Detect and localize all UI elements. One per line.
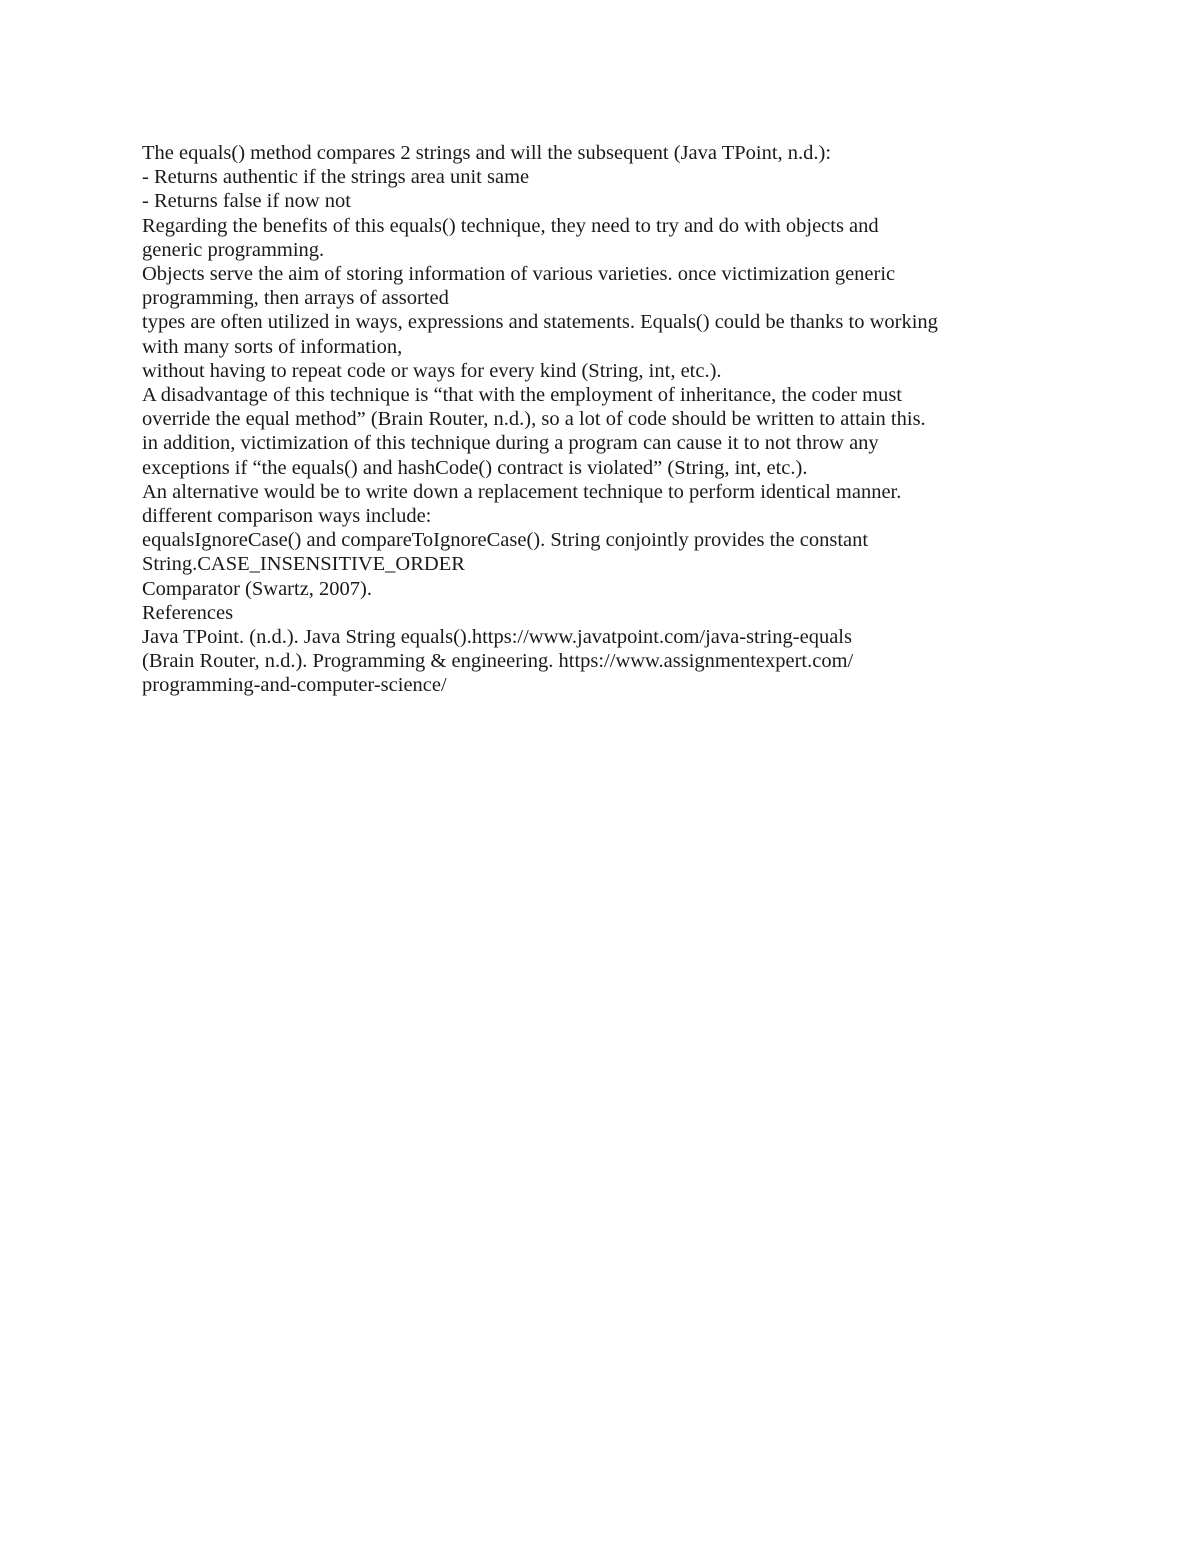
text-line: Comparator (Swartz, 2007). — [142, 577, 372, 600]
text-line: Objects serve the aim of storing information of various varieties. once victimization generic — [142, 263, 896, 286]
text-line: A disadvantage of this technique is “that with the employment of inheritance, the coder must — [142, 384, 903, 407]
text-line: Regarding the benefits of this equals() technique, they need to try and do with objects and — [142, 214, 879, 237]
references-heading: References — [142, 601, 234, 624]
text-line: generic programming. — [142, 238, 325, 261]
text-line: equalsIgnoreCase() and compareToIgnoreCase(). String conjointly provides the constant — [142, 529, 869, 552]
text-line: exceptions if “the equals() and hashCode() contract is violated” (String, int, etc.). — [142, 456, 808, 479]
text-line: - Returns authentic if the strings area unit same — [142, 166, 530, 189]
text-line: An alternative would be to write down a replacement technique to perform identical manner. — [142, 480, 902, 503]
text-line: without having to repeat code or ways for every kind (String, int, etc.). — [142, 359, 722, 382]
document-body — [142, 141, 1142, 698]
text-line: - Returns false if now not — [142, 190, 351, 213]
text-line: with many sorts of information, — [142, 335, 403, 358]
reference-entry: programming-and-computer-science/ — [142, 674, 447, 697]
reference-entry: Java TPoint. (n.d.). Java String equals().https://www.javatpoint.com/java-string-equals — [142, 626, 852, 649]
text-line: programming, then arrays of assorted — [142, 287, 449, 310]
text-line: The equals() method compares 2 strings and will the subsequent (Java TPoint, n.d.): — [142, 142, 832, 164]
reference-entry: (Brain Router, n.d.). Programming & engineering. https://www.assignmentexpert.com/ — [142, 650, 854, 673]
text-line: types are often utilized in ways, expressions and statements. Equals() could be thanks to working — [142, 311, 938, 334]
text-line: different comparison ways include: — [142, 505, 432, 528]
text-line: in addition, victimization of this technique during a program can cause it to not throw any — [142, 432, 879, 455]
text-line: override the equal method” (Brain Router, n.d.), so a lot of code should be written to attain this. — [142, 408, 926, 431]
text-line: String.CASE_INSENSITIVE_ORDER — [142, 553, 465, 576]
